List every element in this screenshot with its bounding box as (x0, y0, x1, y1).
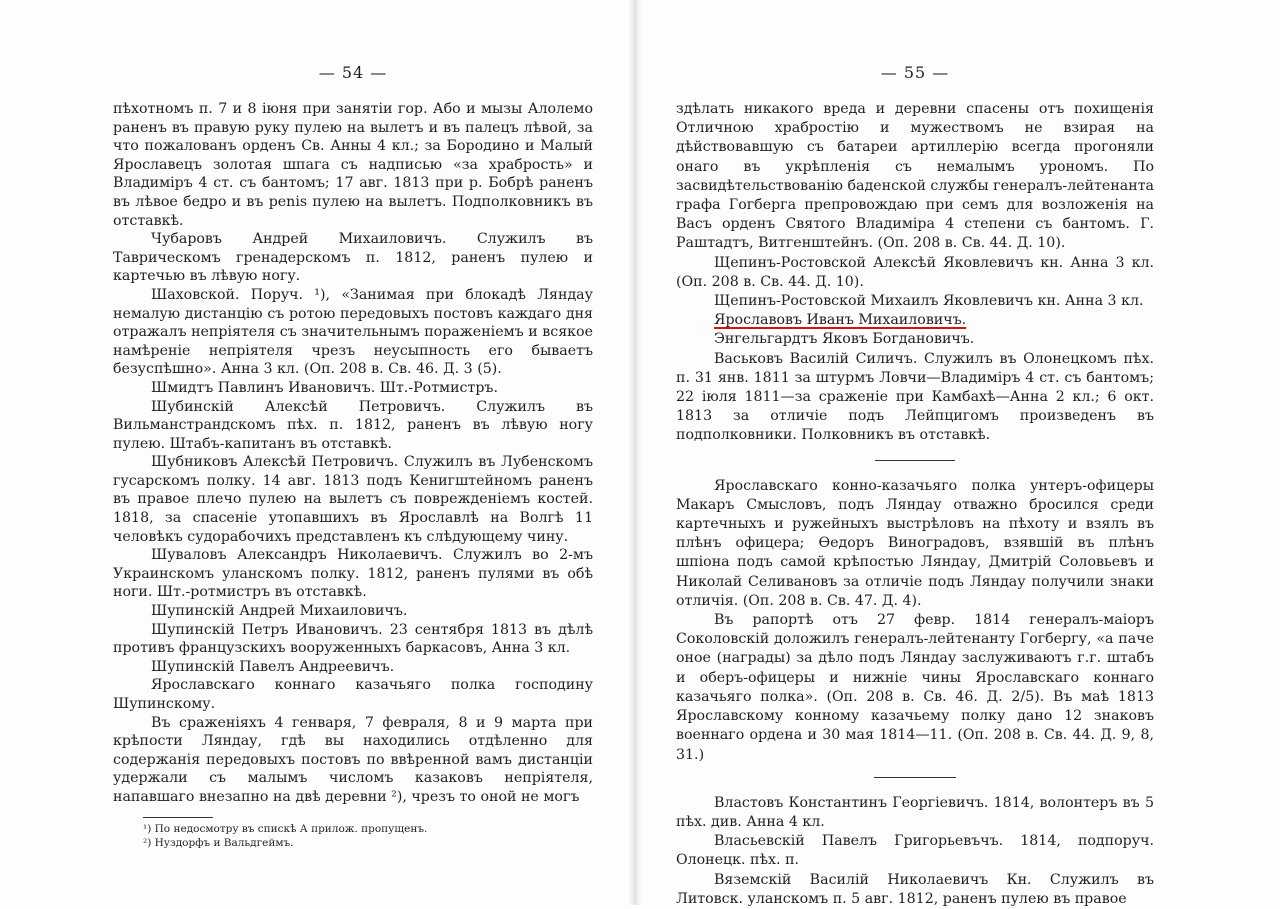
page-number-left: — 54 — (318, 63, 388, 82)
page-left (113, 62, 593, 850)
paragraph: Шубинскій Алексѣй Петровичъ. Служилъ въ Вильманстрандскомъ пѣх. п. 1812, раненъ въ лѣвую ногу пулею. Штабъ-капитанъ въ отставкѣ. (113, 398, 593, 452)
section-separator (874, 777, 956, 778)
paragraph: Щепинъ-Ростовской Алексѣй Яковлевичъ кн. Анна 3 кл. (Оп. 208 в. Св. 44. Д. 10). (676, 254, 1154, 290)
footnote-rule (143, 817, 213, 818)
paragraph: Властовъ Константинъ Георгіевичъ. 1814, волонтеръ въ 5 пѣх. див. Анна 4 кл. (676, 794, 1154, 830)
page-right (676, 62, 1154, 909)
footnote: ²) Нуздорфъ и Вальдгеймъ. (143, 836, 294, 849)
paragraph: Шупинскій Павелъ Андреевичъ. (151, 658, 395, 675)
paragraph: Въ рапортѣ отъ 27 февр. 1814 генералъ-маіоръ Соколовскій доложилъ генералъ-лейтенанту Гогбергу, «а паче оное (награды) за дѣло подъ Ляндау заслуживаютъ г.г. штабъ и оберъ-офицеры и нижніе чины Ярославскаго коннаго казачьяго полка». (Оп. 208 в. Св. 46. Д. 2/5). Въ маѣ 1813 Ярославскому конному казачьему полку дано 12 знаковъ военнаго ордена и 30 мая 1814—11. (Оп. 208 в. Св. 44. Д. 9, 8, 31.) (676, 612, 1154, 763)
paragraph: Чубаровъ Андрей Михаиловичъ. Служилъ въ Таврическомъ гренадерскомъ п. 1812, раненъ пулею и картечью въ лѣвую ногу. (113, 231, 593, 285)
paragraph: Шаховской. Поруч. ¹), «Занимая при блокадѣ Ляндау немалую дистанцію съ ротою передовыхъ постовъ каждаго дня отражалъ непріятеля съ значительнымъ пораженіемъ и всякое намѣреніе непріятеля чрезъ неусыпность его бываетъ безуспѣшно». Анна 3 кл. (Оп. 208 в. Св. 46. Д. 3 (5). (113, 286, 593, 378)
paragraph: Шмидтъ Павлинъ Ивановичъ. Шт.-Ротмистръ. (151, 379, 498, 396)
page-left-body (113, 100, 593, 807)
book-gutter (628, 0, 642, 905)
paragraph: Энгельгардтъ Яковъ Богдановичъ. (714, 331, 975, 348)
paragraph: Вяземскій Василій Николаевичъ Кн. Служилъ въ Литовск. уланскомъ п. 5 авг. 1812, раненъ пулею въ правое (676, 871, 1154, 907)
paragraph: Шубниковъ Алексѣй Петровичъ. Служилъ въ Лубенскомъ гусарскомъ полку. 14 авг. 1813 подъ Кенигштейномъ раненъ въ правое плечо пулею на вылетъ съ поврежденіемъ костей. 1818, за спасеніе утопавшихъ въ Ярославлѣ на Волгѣ 11 человѣкъ судорабочихъ представленъ къ слѣдующему чину. (113, 454, 593, 545)
footnotes (113, 822, 593, 850)
paragraph: Ярославскаго коннаго казачьяго полка господину Шупинскому. (113, 677, 593, 712)
page-right-body (676, 100, 1154, 909)
paragraph: Власьевскій Павелъ Григорьевъчъ. 1814, подпоруч. Олонецк. пѣх. п. (676, 833, 1154, 869)
paragraph: Щепинъ-Ростовской Михаилъ Яковлевичъ кн. Анна 3 кл. (714, 293, 1144, 310)
paragraph-underlined (676, 311, 1154, 330)
footnote: ¹) По недосмотру въ спискѣ А прилож. пропущенъ. (143, 822, 428, 835)
paragraph: Въ сраженіяхъ 4 генваря, 7 февраля, 8 и 9 марта при крѣпости Ляндау, гдѣ вы находились отдѣленно для содержанія передовыхъ постовъ по ввѣренной вамъ дистанціи удержали съ малымъ числомъ казаковъ непріятеля, напавшаго внезапно на двѣ деревни ²), чрезъ то оной не могъ (113, 714, 593, 805)
section-separator (875, 460, 955, 461)
underlined-name: Ярославовъ Иванъ Михаиловичъ. (714, 312, 967, 329)
paragraph: пѣхотномъ п. 7 и 8 іюня при занятіи гор. Або и мызы Алолемо раненъ въ правую руку пулею на вылетъ и въ палецъ лѣвой, за что пожалованъ орденъ Св. Анны 4 кл.; за Бородино и Малый Ярославецъ золотая шпага съ надписью «за храбрость» и Владиміръ 4 ст. съ бантомъ; 17 авг. 1813 при р. Бобрѣ раненъ въ лѣвое бедро и въ penis пулею на вылетъ. Подполковникъ въ отставкѣ. (113, 101, 593, 229)
paragraph: Васьковъ Василій Силичъ. Служилъ въ Олонецкомъ пѣх. п. 31 янв. 1811 за штурмъ Ловчи—Владиміръ 4 ст. съ бантомъ; 22 іюля 1811—за сраженіе при Камбахѣ—Анна 2 кл.; 6 окт. 1813 за отличіе подъ Лейпцигомъ произведенъ въ подполковники. Полковникъ въ отставкѣ. (676, 350, 1154, 444)
paragraph: Шуваловъ Александръ Николаевичъ. Служилъ во 2-мъ Украинскомъ уланскомъ полку. 1812, раненъ пулями въ обѣ ноги. Шт.-ротмистръ въ отставкѣ. (113, 547, 593, 601)
paragraph: здѣлать никакого вреда и деревни спасены отъ похищенія Отличною храбростію и мужествомъ не взирая на дѣйствовавшую съ батареи артиллерію всегда прогоняли онаго въ укрѣпленія съ немалымъ урономъ. По засвидѣтельствованію баденской службы генералъ-лейтенанта графа Гогберга препровождаю при семъ для возложенія на Васъ орденъ Святого Владиміра 4 степени съ бантомъ. Г. Раштадтъ, Витгенштейнъ. (Оп. 208 в. Св. 44. Д. 10). (676, 101, 1154, 252)
paragraph: Ярославскаго конно-казачьяго полка унтеръ-офицеры Макаръ Смысловъ, подъ Ляндау отважно бросился среди картечныхъ и ружейныхъ выстрѣловъ на пѣхоту и взялъ въ плѣнъ офицера; Өедоръ Виноградовъ, взявшій въ плѣнъ шпіона подъ самой крѣпостью Ляндау, Дмитрій Соловьевъ и Николай Селивановъ за отличіе подъ Ляндау получили знаки отличія. (Оп. 208 в. Св. 47. Д. 4). (676, 477, 1154, 609)
paragraph: Шупинскій Андрей Михаиловичъ. (151, 603, 408, 620)
page-number-right: — 55 — (880, 63, 950, 82)
paragraph: Шупинскій Петръ Ивановичъ. 23 сентября 1813 въ дѣлѣ противъ французскихъ вооруженныхъ баркасовъ, Анна 3 кл. (113, 621, 593, 657)
